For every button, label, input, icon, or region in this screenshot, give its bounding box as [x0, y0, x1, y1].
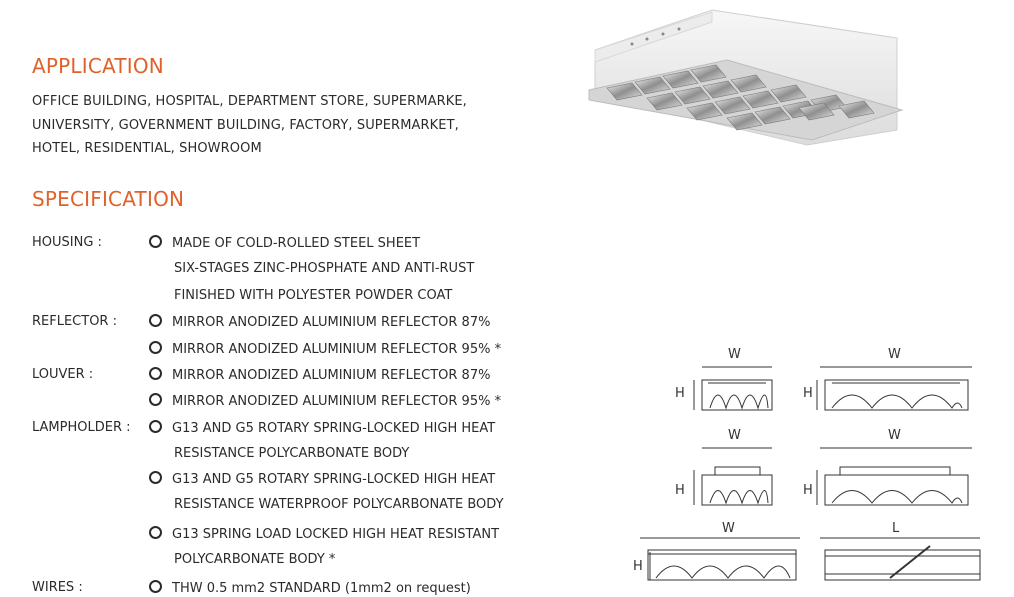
housing-item-1: MADE OF COLD-ROLLED STEEL SHEET — [149, 235, 420, 251]
louver-label: LOUVER : — [32, 367, 94, 382]
reflector-item-2: MIRROR ANODIZED ALUMINIUM REFLECTOR 95% * — [149, 341, 501, 357]
fixture-product-image — [577, 10, 907, 150]
specification-heading: SPECIFICATION — [32, 187, 185, 211]
application-line-1: OFFICE BUILDING, HOSPITAL, DEPARTMENT STORE, SUPERMARKE, — [32, 94, 467, 109]
dim-w-label-2: W — [888, 347, 901, 362]
dim-w-label-1: W — [728, 347, 741, 362]
wires-item-1: THW 0.5 mm2 STANDARD (1mm2 on request) — [149, 580, 471, 596]
wires-label: WIRES : — [32, 580, 83, 595]
lampholder-item-2: G13 AND G5 ROTARY SPRING-LOCKED HIGH HEAT — [149, 471, 495, 487]
bullet-icon — [149, 420, 162, 433]
bullet-icon — [149, 393, 162, 406]
bullet-icon — [149, 341, 162, 354]
dim-h-label-3: H — [675, 483, 685, 498]
application-line-2: UNIVERSITY, GOVERNMENT BUILDING, FACTORY, SUPERMARKET, — [32, 118, 459, 133]
bullet-icon — [149, 580, 162, 593]
dim-h-label-1: H — [675, 386, 685, 401]
housing-continuation-2: FINISHED WITH POLYESTER POWDER COAT — [174, 288, 453, 303]
reflector-label: REFLECTOR : — [32, 314, 117, 329]
lampholder-continuation-3: POLYCARBONATE BODY * — [174, 552, 336, 567]
bullet-icon — [149, 367, 162, 380]
housing-continuation-1: SIX-STAGES ZINC-PHOSPHATE AND ANTI-RUST — [174, 261, 475, 276]
lampholder-continuation-1: RESISTANCE POLYCARBONATE BODY — [174, 446, 410, 461]
lampholder-label: LAMPHOLDER : — [32, 420, 131, 435]
application-line-3: HOTEL, RESIDENTIAL, SHOWROOM — [32, 141, 262, 156]
louver-item-2: MIRROR ANODIZED ALUMINIUM REFLECTOR 95% * — [149, 393, 501, 409]
housing-label: HOUSING : — [32, 235, 102, 250]
reflector-item-1: MIRROR ANODIZED ALUMINIUM REFLECTOR 87% — [149, 314, 490, 330]
application-heading: APPLICATION — [32, 54, 164, 78]
bullet-icon — [149, 235, 162, 248]
dim-l-label: L — [892, 521, 900, 536]
dim-w-label-5: W — [722, 521, 735, 536]
dim-w-label-3: W — [728, 428, 741, 443]
louver-item-1: MIRROR ANODIZED ALUMINIUM REFLECTOR 87% — [149, 367, 490, 383]
bullet-icon — [149, 314, 162, 327]
bullet-icon — [149, 471, 162, 484]
lampholder-item-1: G13 AND G5 ROTARY SPRING-LOCKED HIGH HEAT — [149, 420, 495, 436]
lampholder-continuation-2: RESISTANCE WATERPROOF POLYCARBONATE BODY — [174, 497, 504, 512]
dim-w-label-4: W — [888, 428, 901, 443]
dim-h-label-4: H — [803, 483, 813, 498]
dim-h-label-2: H — [803, 386, 813, 401]
dim-h-label-5: H — [633, 559, 643, 574]
bullet-icon — [149, 526, 162, 539]
lampholder-item-3: G13 SPRING LOAD LOCKED HIGH HEAT RESISTANT — [149, 526, 499, 542]
dimension-diagrams — [620, 340, 1010, 595]
